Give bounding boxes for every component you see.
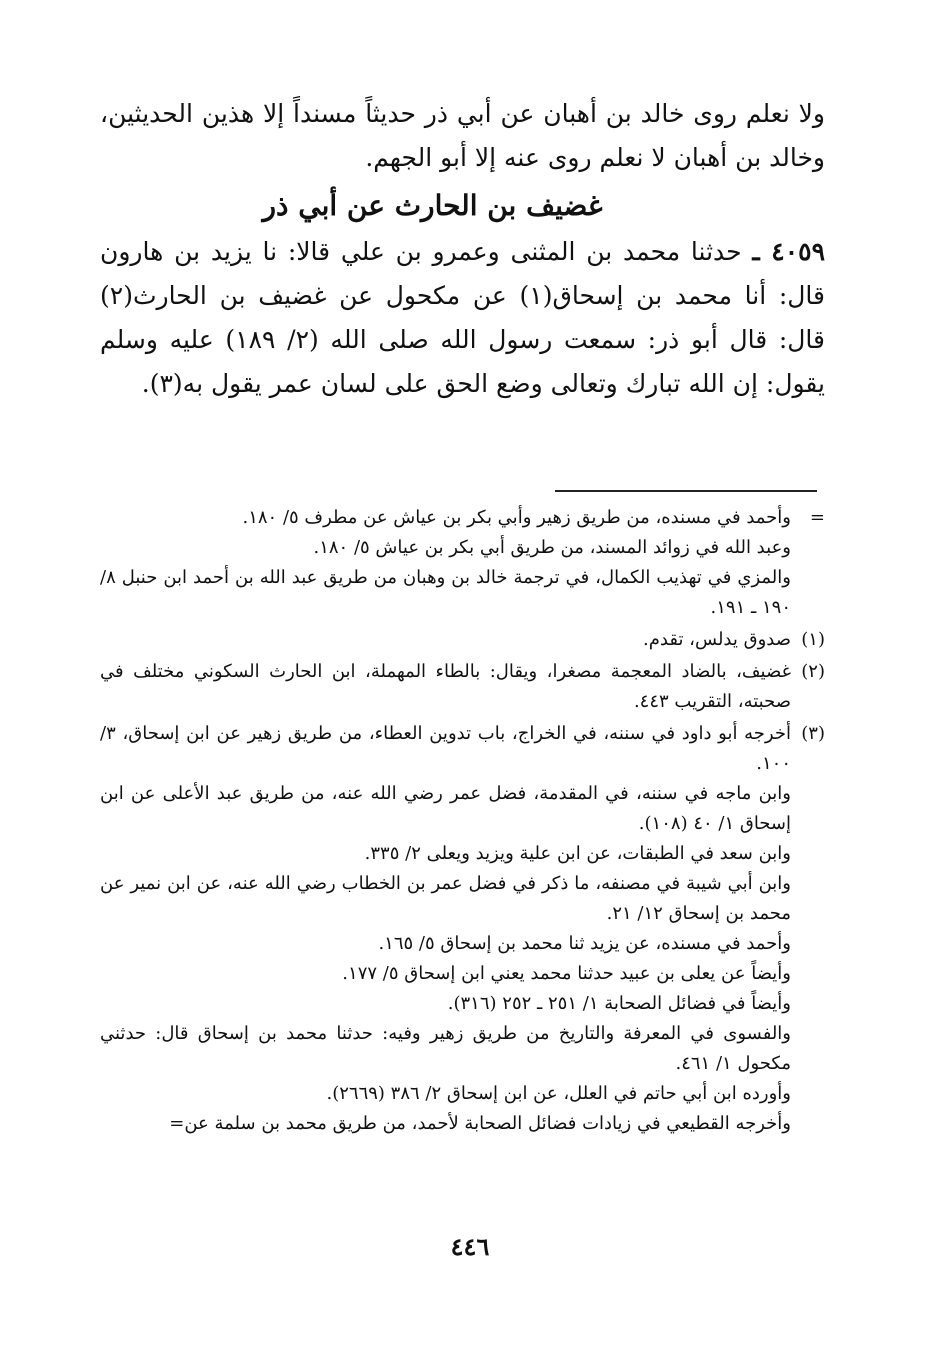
hadith-paragraph bbox=[100, 230, 825, 406]
footnote-line: وابن سعد في الطبقات، عن ابن علية ويزيد ويعلى ٢/ ٣٣٥. bbox=[364, 843, 791, 864]
footnote-marker: (١) bbox=[801, 629, 825, 650]
footnote-line: وعبد الله في زوائد المسند، من طريق أبي بكر بن عياش ٥/ ١٨٠. bbox=[313, 537, 791, 558]
footnote-line: صدوق يدلس، تقدم. bbox=[643, 629, 791, 650]
footnote-line: وابن ماجه في سننه، في المقدمة، فضل عمر رضي الله عنه، من طريق عبد الأعلى عن ابن إسحاق ١/ ٤٠ (١٠٨). bbox=[100, 783, 791, 834]
footnote-line: وأخرجه القطيعي في زيادات فضائل الصحابة لأحمد، من طريق محمد بن سلمة عن= bbox=[169, 1113, 791, 1134]
footnote-line: وأيضاً عن يعلى بن عبيد حدثنا محمد يعني ابن إسحاق ٥/ ١٧٧. bbox=[342, 963, 791, 984]
footnote-line: والمزي في تهذيب الكمال، في ترجمة خالد بن وهبان من طريق عبد الله بن أحمد ابن حنبل ٨/ ١٩٠ ـ ١٩١. bbox=[100, 567, 791, 618]
footnote-separator bbox=[555, 490, 817, 492]
footnote-line: وأورده ابن أبي حاتم في العلل، عن ابن إسحاق ٢/ ٣٨٦ (٢٦٦٩). bbox=[326, 1083, 791, 1104]
footnote-line: والفسوى في المعرفة والتاريخ من طريق زهير وفيه: حدثنا محمد بن إسحاق قال: حدثني مكحول ١/ ٤٦١. bbox=[100, 1023, 791, 1074]
main-text bbox=[100, 92, 825, 406]
footnote-continuation bbox=[100, 503, 825, 623]
footnote-line: وأحمد في مسنده، من طريق زهير وأبي بكر بن عياش عن مطرف ٥/ ١٨٠. bbox=[242, 507, 791, 528]
footnote-line: أخرجه أبو داود في سننه، في الخراج، باب تدوين العطاء، من طريق زهير عن ابن إسحاق، ٣/ ١٠٠. bbox=[100, 723, 791, 774]
intro-paragraph: ولا نعلم روى خالد بن أهبان عن أبي ذر حديثاً مسنداً إلا هذين الحديثين، وخالد بن أهبان لا نعلم روى عنه إلا أبو الجهم. bbox=[100, 99, 825, 172]
footnote-1 bbox=[100, 625, 825, 655]
page-number: ٤٤٦ bbox=[450, 1232, 490, 1261]
footnote-line: وأحمد في مسنده، عن يزيد ثنا محمد بن إسحاق ٥/ ١٦٥. bbox=[378, 933, 791, 954]
hadith-text: حدثنا محمد بن المثنى وعمرو بن علي قالا: نا يزيد بن هارون قال: أنا محمد بن إسحاق(١) عن مكحول عن غضيف بن الحارث(٢) قال: قال أبو ذر: سمعت رسول الله صلى الله (٢/ ١٨٩) عليه وسلم يقول: إن الله تبارك وتعالى وضع الحق على لسان عمر يقول به(٣). bbox=[100, 237, 826, 398]
footnote-line: وأيضاً في فضائل الصحابة ١/ ٢٥١ ـ ٢٥٢ (٣١٦). bbox=[447, 993, 791, 1014]
footnote-marker: (٣) bbox=[801, 723, 825, 744]
footnotes bbox=[100, 503, 825, 1141]
footnote-3 bbox=[100, 719, 825, 1139]
section-title: غضيف بن الحارث عن أبي ذر bbox=[262, 189, 603, 222]
footnote-line: وابن أبي شيبة في مصنفه، ما ذكر في فضل عمر بن الخطاب رضي الله عنه، عن ابن نمير عن محمد بن إسحاق ١٢/ ٢١. bbox=[100, 873, 791, 924]
footnote-line: غضيف، بالضاد المعجمة مصغرا، ويقال: بالطاء المهملة، ابن الحارث السكوني مختلف في صحبته، التقريب ٤٤٣. bbox=[100, 661, 791, 712]
hadith-number: ٤٠٥٩ ـ bbox=[752, 237, 826, 266]
continuation-marker: = bbox=[809, 507, 825, 528]
footnote-marker: (٢) bbox=[801, 661, 825, 682]
footnote-2 bbox=[100, 657, 825, 717]
